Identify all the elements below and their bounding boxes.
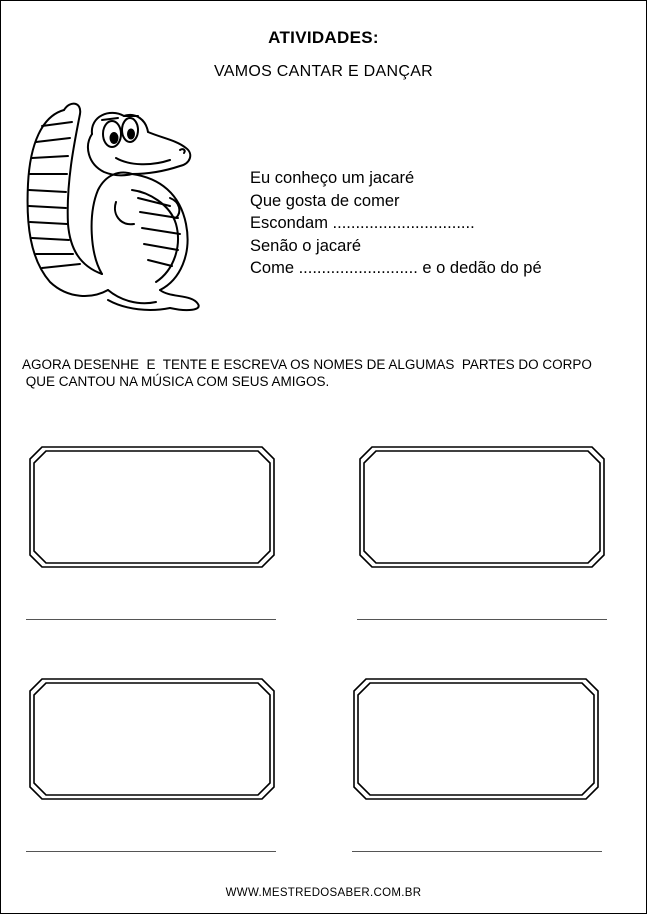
lyrics-line: Senão o jacaré [250, 236, 361, 255]
writing-line-top-right[interactable] [357, 619, 607, 620]
lyrics-line: Que gosta de comer [250, 191, 400, 210]
instructions [22, 356, 592, 390]
drawing-box-bottom-right[interactable] [352, 677, 600, 801]
writing-line-bottom-left[interactable] [26, 851, 276, 852]
lyrics-line: Escondam ............................... [250, 214, 475, 232]
writing-line-bottom-right[interactable] [352, 851, 602, 852]
alligator-icon [20, 94, 220, 324]
drawing-box-top-left[interactable] [28, 445, 276, 569]
page-title: ATIVIDADES: [268, 28, 379, 47]
instructions-line: AGORA DESENHE E TENTE E ESCREVA OS NOMES DE ALGUMAS PARTES DO CORPO [22, 357, 592, 372]
lyrics-line: Eu conheço um jacaré [250, 169, 415, 187]
drawing-box-bottom-left[interactable] [28, 677, 276, 801]
writing-line-top-left[interactable] [26, 619, 276, 620]
footer-website: WWW.MESTREDOSABER.COM.BR [225, 887, 422, 899]
instructions-line: QUE CANTOU NA MÚSICA COM SEUS AMIGOS. [22, 374, 330, 389]
page-subtitle: VAMOS CANTAR E DANÇAR [213, 63, 434, 80]
drawing-box-top-right[interactable] [358, 445, 606, 569]
song-lyrics [250, 167, 542, 280]
lyrics-line: Come .......................... e o dedão do pé [250, 259, 542, 277]
